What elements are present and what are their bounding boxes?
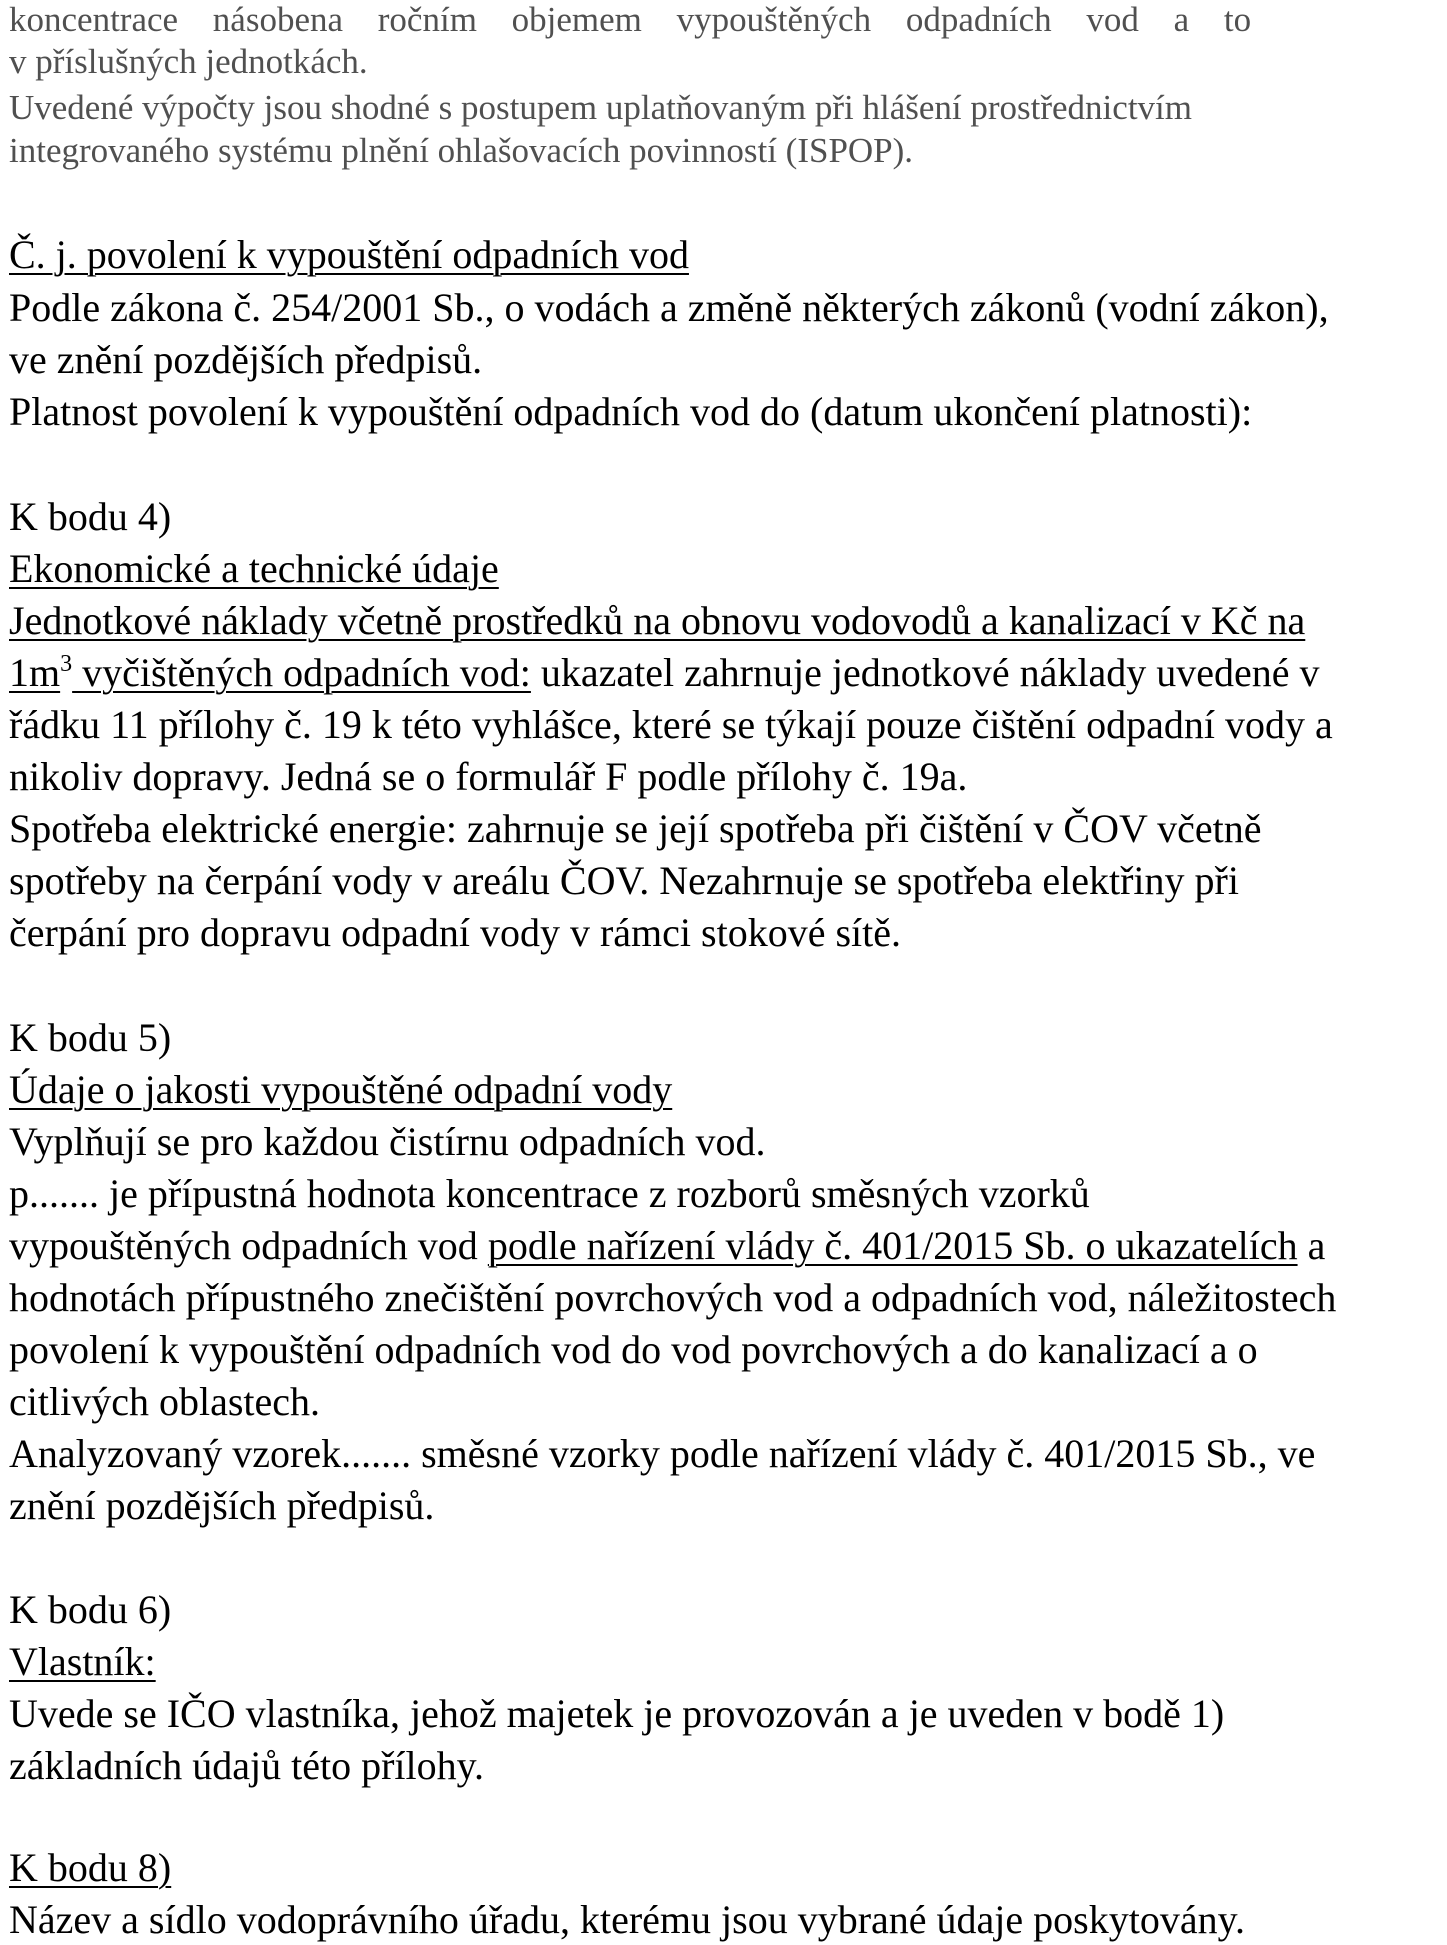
section-4-line-6: spotřeby na čerpání vody v areálu ČOV. Nezahrnuje se spotřeba elektřiny při: [9, 858, 1239, 903]
section-4-line-2: [9, 650, 1320, 695]
section-6-line-1: Uvede se IČO vlastníka, jehož majetek je provozován a je uveden v bodě 1): [9, 1691, 1225, 1736]
section-4-line-5: Spotřeba elektrické energie: zahrnuje se její spotřeba při čištění v ČOV včetně: [9, 806, 1262, 851]
regulation-reference: podle nařízení vlády č. 401/2015 Sb. o ukazatelích: [487, 1223, 1298, 1268]
section-5-line-3-start: vypouštěných odpadních vod: [9, 1223, 488, 1268]
cj-line-2: ve znění pozdějších předpisů.: [9, 337, 483, 382]
section-4-line-2-rest: ukazatel zahrnuje jednotkové náklady uvedené v: [530, 650, 1320, 695]
law-reference: Podle zákona č. 254/2001 Sb.: [9, 285, 485, 330]
section-4-title: K bodu 4): [9, 494, 172, 539]
section-6-heading: Vlastník:: [9, 1639, 156, 1684]
intro-line-2: v příslušných jednotkách.: [9, 42, 368, 81]
section-4-line-7: čerpání pro dopravu odpadní vody v rámci stokové sítě.: [9, 910, 901, 955]
section-6-line-2: základních údajů této přílohy.: [9, 1743, 485, 1788]
section-4-line-1: Jednotkové náklady včetně prostředků na obnovu vodovodů a kanalizací v Kč na: [9, 598, 1306, 643]
unit-m: 1m: [9, 650, 61, 695]
section-5-line-1: Vyplňují se pro každou čistírnu odpadních vod.: [9, 1119, 766, 1164]
unit-exponent: 3: [60, 651, 73, 677]
section-5-heading: Údaje o jakosti vypouštěné odpadní vody: [9, 1067, 673, 1112]
cj-line-1: [9, 285, 1329, 330]
section-5-line-7: Analyzovaný vzorek....... směsné vzorky podle nařízení vlády č. 401/2015 Sb., ve: [9, 1431, 1316, 1476]
section-5-title: K bodu 5): [9, 1015, 172, 1060]
cj-heading: Č. j. povolení k vypouštění odpadních vod: [9, 232, 689, 277]
section-5-line-5: povolení k vypouštění odpadních vod do vod povrchových a do kanalizací a o: [9, 1327, 1258, 1372]
unit-label: vyčištěných odpadních vod:: [72, 650, 531, 695]
section-4-line-3: řádku 11 přílohy č. 19 k této vyhlášce, které se týkají pouze čištění odpadní vody a: [9, 702, 1333, 747]
section-6-title: K bodu 6): [9, 1587, 172, 1632]
section-5-line-4: hodnotách přípustného znečištění povrchových vod a odpadních vod, náležitostech: [9, 1275, 1337, 1320]
section-8-line-1: Název a sídlo vodoprávního úřadu, kterému jsou vybrané údaje poskytovány.: [9, 1897, 1245, 1942]
intro-line-4: integrovaného systému plnění ohlašovacích povinností (ISPOP).: [9, 131, 914, 170]
cj-line-3: Platnost povolení k vypouštění odpadních vod do (datum ukončení platnosti):: [9, 389, 1253, 434]
section-8-title: K bodu 8): [9, 1845, 172, 1890]
section-4-heading: Ekonomické a technické údaje: [9, 546, 499, 591]
section-5-line-2: p....... je přípustná hodnota koncentrace z rozborů směsných vzorků: [9, 1171, 1090, 1216]
section-4-line-4: nikoliv dopravy. Jedná se o formulář F podle přílohy č. 19a.: [9, 754, 968, 799]
section-5-line-6: citlivých oblastech.: [9, 1379, 321, 1424]
section-5-line-8: znění pozdějších předpisů.: [9, 1483, 435, 1528]
intro-line-3: Uvedené výpočty jsou shodné s postupem uplatňovaným při hlášení prostřednictvím: [9, 88, 1192, 127]
section-5-line-3: [9, 1223, 1326, 1268]
intro-line-1: koncentrace násobena ročním objemem vypouštěných odpadních vod a to: [9, 0, 1252, 39]
law-reference-rest: , o vodách a změně některých zákonů (vodní zákon),: [484, 285, 1329, 330]
section-5-line-3-end: a: [1297, 1223, 1326, 1268]
